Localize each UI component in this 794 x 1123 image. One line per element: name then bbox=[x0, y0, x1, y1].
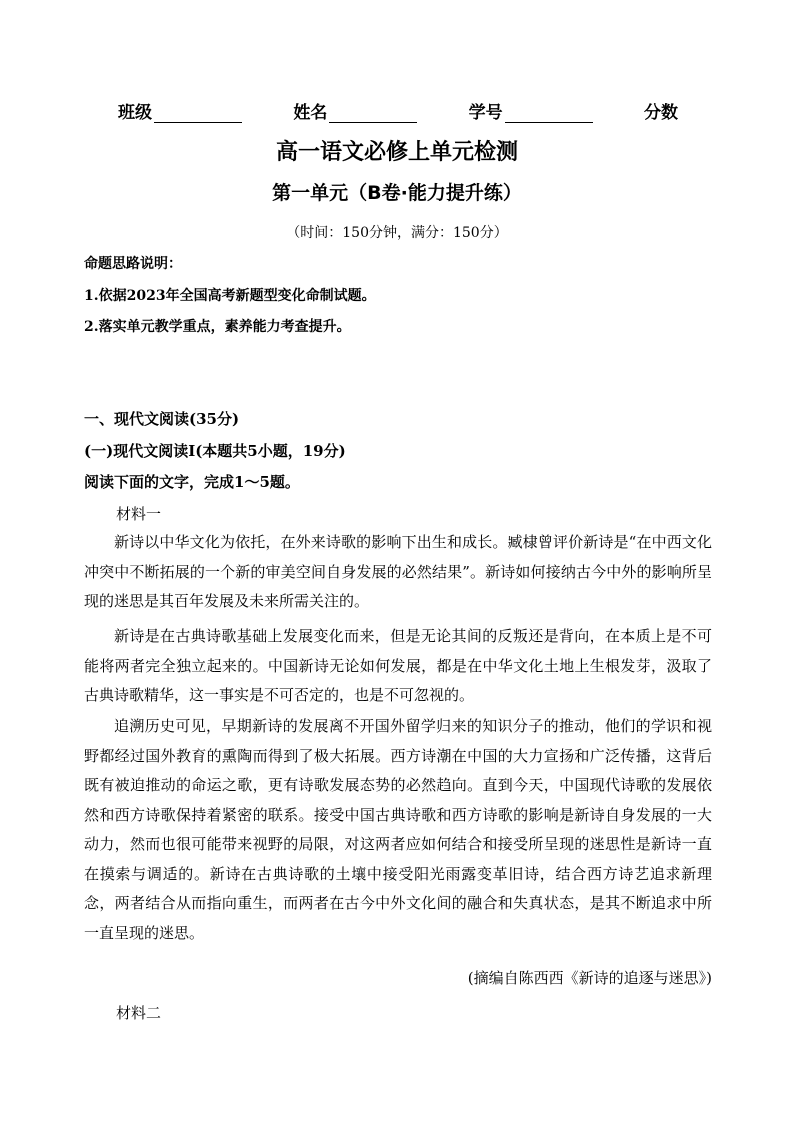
section-title: 一、现代文阅读(35分) bbox=[84, 410, 240, 428]
class-field bbox=[118, 98, 242, 123]
name-blank[interactable] bbox=[329, 104, 417, 123]
reading-instruction: 阅读下面的文字，完成1～5题。 bbox=[84, 473, 300, 491]
subsection-title: (一)现代文阅读Ⅰ(本题共5小题，19分) bbox=[84, 442, 346, 460]
student-id-blank[interactable] bbox=[505, 104, 593, 123]
name-field bbox=[293, 98, 417, 123]
exam-subtitle: 第一单元（B卷·能力提升练） bbox=[272, 182, 522, 204]
score-label: 分数 bbox=[643, 103, 678, 123]
score-field bbox=[644, 98, 678, 123]
class-blank[interactable] bbox=[154, 104, 242, 123]
material-1-label: 材料一 bbox=[116, 505, 162, 523]
notes-heading: 命题思路说明： bbox=[84, 256, 182, 272]
class-label: 班级 bbox=[118, 103, 152, 123]
paragraph-1: 新诗以中华文化为依托，在外来诗歌的影响下出生和成长。臧棣曾评价新诗是“在中西文化冲突中不断拓展的一个新的审美空间自身发展的必然结果”。新诗如何接纳古今中外的影响所呈现的迷思是其百年发展及未来所需关注的。 bbox=[84, 533, 712, 610]
student-info-line bbox=[118, 98, 678, 123]
notes-item-2: 2.落实单元教学重点，素养能力考查提升。 bbox=[84, 319, 351, 335]
paragraph-2: 新诗是在古典诗歌基础上发展变化而来，但是无论其间的反叛还是背向，在本质上是不可能将两者完全独立起来的。中国新诗无论如何发展，都是在中华文化土地上生根发芽，汲取了古典诗歌精华，这一事实是不可否定的，也是不可忽视的。 bbox=[84, 627, 712, 704]
notes-item-1: 1.依据2023年全国高考新题型变化命制试题。 bbox=[84, 288, 376, 304]
student-id-label: 学号 bbox=[468, 103, 503, 123]
name-label: 姓名 bbox=[293, 103, 328, 123]
material-2-label: 材料二 bbox=[116, 1004, 162, 1022]
student-id-field bbox=[469, 98, 593, 123]
exam-title: 高一语文必修上单元检测 bbox=[275, 140, 518, 165]
source-citation: (摘编自陈西西《新诗的追逐与迷思》) bbox=[467, 969, 712, 987]
paragraph-3: 追溯历史可见，早期新诗的发展离不开国外留学归来的知识分子的推动，他们的学识和视野都经过国外教育的熏陶而得到了极大拓展。西方诗潮在中国的大力宣扬和广泛传播，这背后既有被迫推动的命运之歌，更有诗歌发展态势的必然趋向。直到今天，中国现代诗歌的发展依然和西方诗歌保持着紧密的联系。接受中国古典诗歌和西方诗歌的影响是新诗自身发展的一大动力，然而也很可能带来视野的局限，对这两者应如何结合和接受所呈现的迷思性是新诗一直在摸索与调适的。新诗在古典诗歌的土壤中接受阳光雨露变革旧诗，结合西方诗艺追求新理念，两者结合从而指向重生，而两者在古今中外文化间的融合和失真状态，是其不断追求中所一直呈现的迷思。 bbox=[84, 717, 712, 942]
time-info: （时间：150分钟，满分：150分） bbox=[286, 225, 508, 241]
